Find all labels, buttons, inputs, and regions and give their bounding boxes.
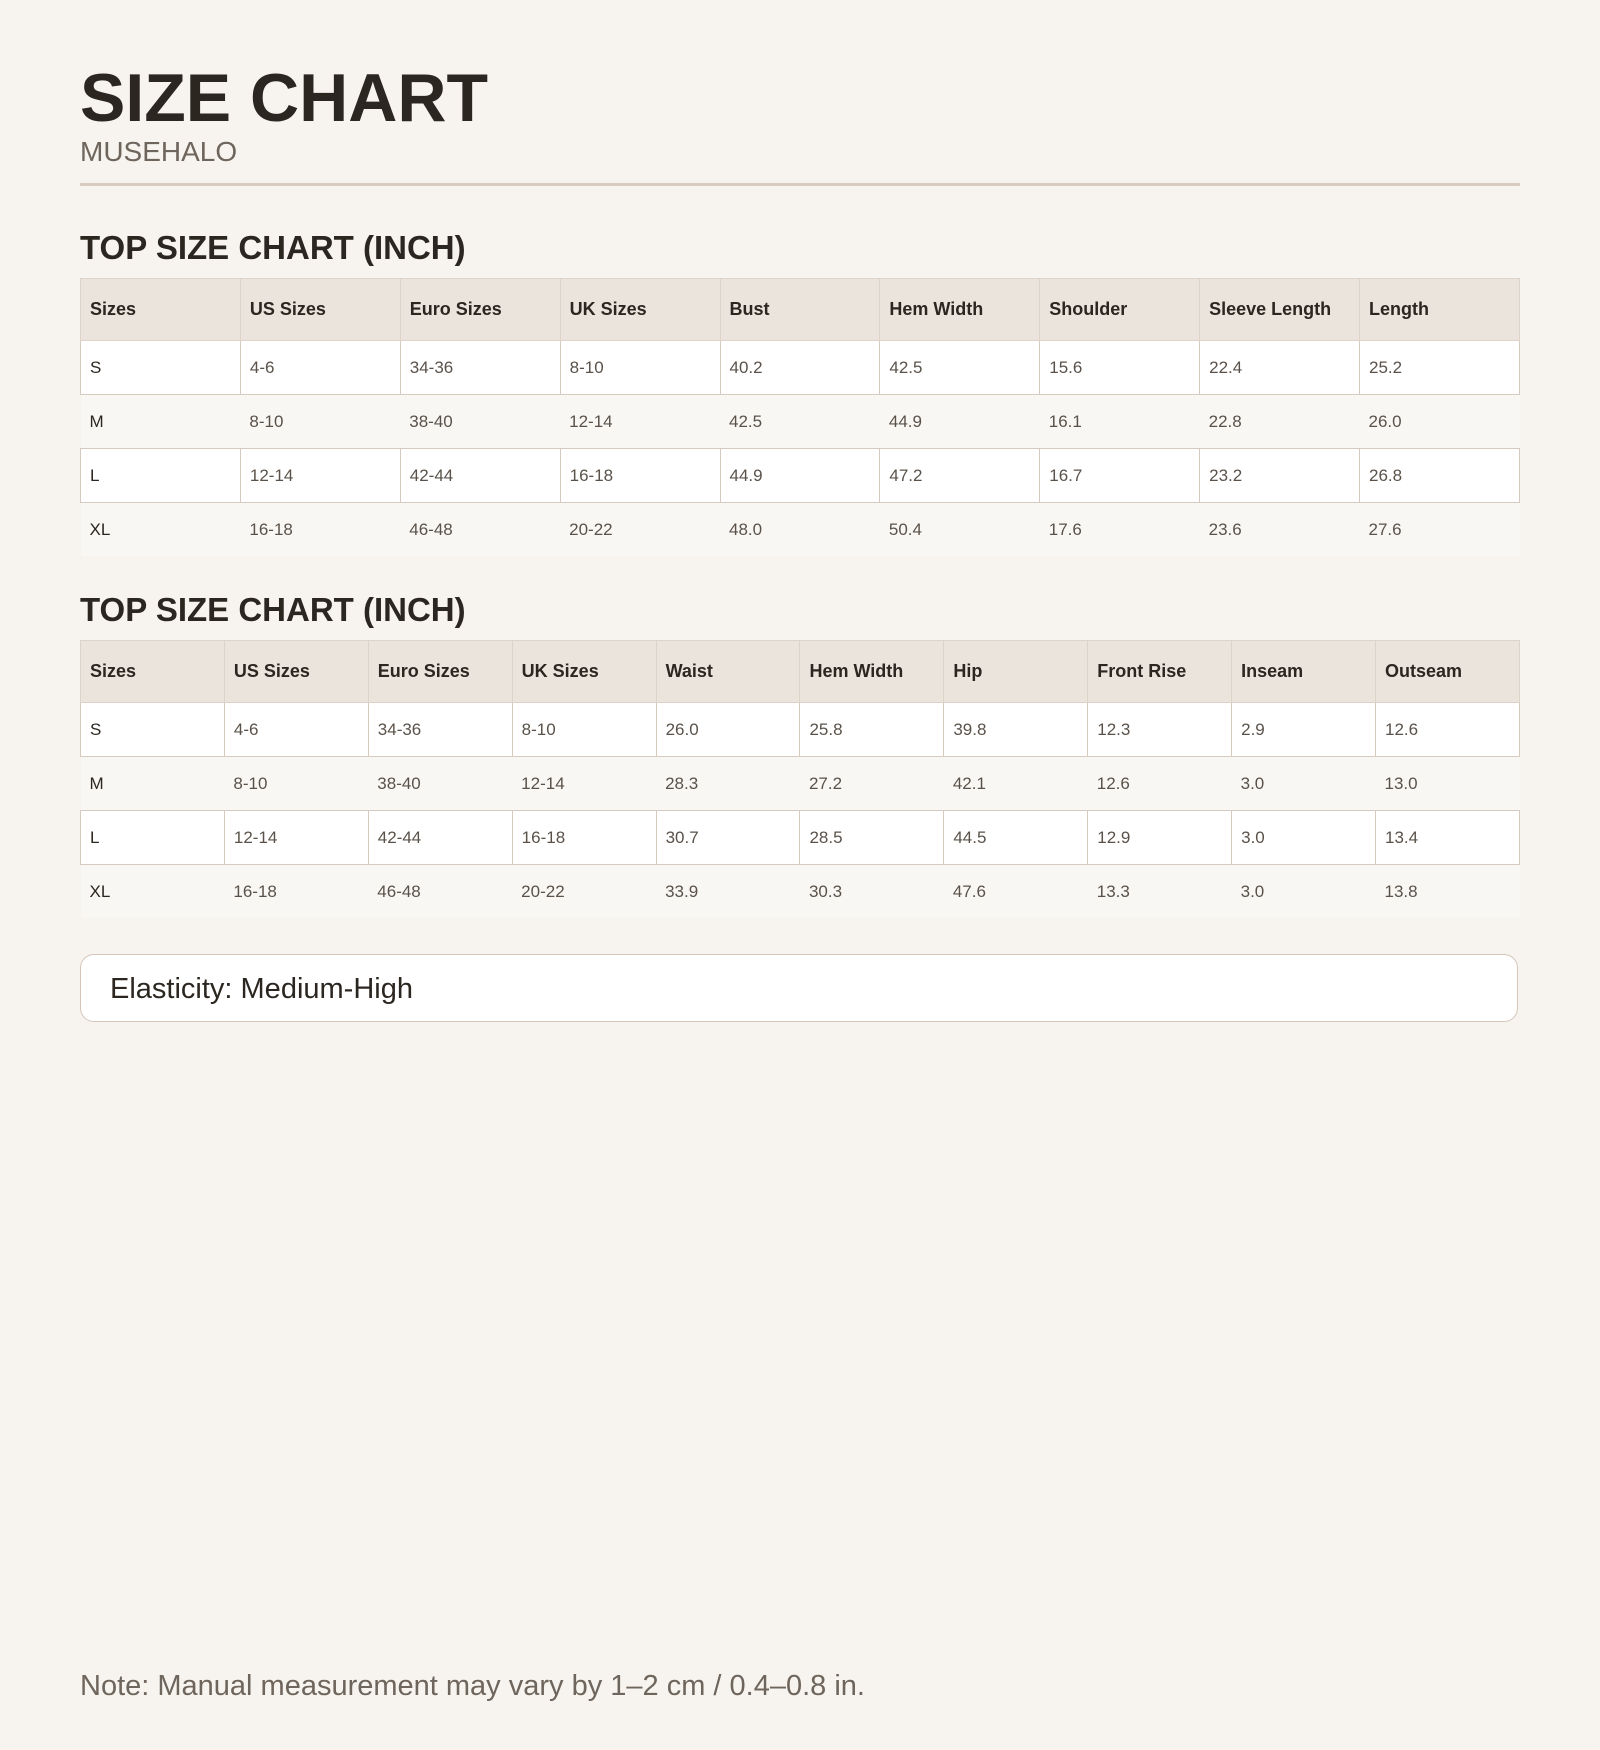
table-cell: 44.5	[944, 811, 1088, 865]
table-cell: 25.2	[1360, 341, 1520, 395]
table-cell: L	[81, 811, 225, 865]
table-cell: 12.6	[1088, 757, 1232, 811]
table-cell: 48.0	[720, 503, 880, 557]
measurement-note: Note: Manual measurement may vary by 1–2 cm / 0.4–0.8 in.	[80, 1670, 865, 1702]
table-cell: 12-14	[240, 449, 400, 503]
column-header: Bust	[720, 279, 880, 341]
column-header: Hem Width	[880, 279, 1040, 341]
table-cell: 42.5	[720, 395, 880, 449]
table-cell: 23.2	[1200, 449, 1360, 503]
table-cell: 38-40	[368, 757, 512, 811]
table-cell: 20-22	[512, 865, 656, 919]
table-cell: 30.7	[656, 811, 800, 865]
table-cell: 26.0	[1360, 395, 1520, 449]
table-cell: 16-18	[224, 865, 368, 919]
table-cell: 34-36	[368, 703, 512, 757]
table-cell: XL	[81, 503, 241, 557]
table-cell: 4-6	[240, 341, 400, 395]
column-header: UK Sizes	[512, 641, 656, 703]
table-header-row	[81, 641, 1520, 703]
table-cell: 13.3	[1088, 865, 1232, 919]
bottom-size-table	[80, 640, 1520, 918]
table-cell: 8-10	[560, 341, 720, 395]
table-row	[81, 811, 1520, 865]
table-cell: 42.5	[880, 341, 1040, 395]
table-cell: 16-18	[560, 449, 720, 503]
column-header: Waist	[656, 641, 800, 703]
table-cell: 13.8	[1376, 865, 1520, 919]
table-cell: 17.6	[1040, 503, 1200, 557]
table-cell: 27.6	[1360, 503, 1520, 557]
table-cell: 25.8	[800, 703, 944, 757]
table-cell: 20-22	[560, 503, 720, 557]
table-row	[81, 703, 1520, 757]
table-cell: 16.1	[1040, 395, 1200, 449]
table-cell: 12.6	[1376, 703, 1520, 757]
table-row	[81, 449, 1520, 503]
column-header: US Sizes	[240, 279, 400, 341]
bottom-table-title: TOP SIZE CHART (INCH)	[80, 591, 466, 628]
column-header: Euro Sizes	[400, 279, 560, 341]
table-cell: L	[81, 449, 241, 503]
table-cell: 13.4	[1376, 811, 1520, 865]
table-cell: 26.8	[1360, 449, 1520, 503]
table-cell: 42-44	[400, 449, 560, 503]
table-cell: M	[81, 395, 241, 449]
table-cell: 44.9	[720, 449, 880, 503]
column-header: Shoulder	[1040, 279, 1200, 341]
table-row	[81, 757, 1520, 811]
table-cell: 28.5	[800, 811, 944, 865]
table-cell: 22.4	[1200, 341, 1360, 395]
table-cell: S	[81, 703, 225, 757]
table-cell: 3.0	[1232, 811, 1376, 865]
table-cell: 42-44	[368, 811, 512, 865]
table-cell: 12-14	[560, 395, 720, 449]
elasticity-box	[80, 954, 1518, 1022]
table-cell: 46-48	[368, 865, 512, 919]
column-header: Hem Width	[800, 641, 944, 703]
table-cell: 12-14	[512, 757, 656, 811]
elasticity-label: Elasticity: Medium-High	[110, 973, 413, 1005]
table-cell: 46-48	[400, 503, 560, 557]
table-cell: 47.2	[880, 449, 1040, 503]
table-cell: 38-40	[400, 395, 560, 449]
table-cell: 12.3	[1088, 703, 1232, 757]
column-header: Front Rise	[1088, 641, 1232, 703]
table-cell: 12.9	[1088, 811, 1232, 865]
table-cell: 2.9	[1232, 703, 1376, 757]
page-title: SIZE CHART	[80, 60, 488, 136]
table-cell: 3.0	[1232, 757, 1376, 811]
column-header: US Sizes	[224, 641, 368, 703]
table-row	[81, 865, 1520, 919]
table-cell: 16-18	[512, 811, 656, 865]
table-cell: 23.6	[1200, 503, 1360, 557]
table-cell: 8-10	[240, 395, 400, 449]
table-cell: 15.6	[1040, 341, 1200, 395]
column-header: Inseam	[1232, 641, 1376, 703]
header-divider	[80, 183, 1520, 186]
table-cell: 50.4	[880, 503, 1040, 557]
table-cell: 8-10	[224, 757, 368, 811]
table-cell: 16.7	[1040, 449, 1200, 503]
column-header: Hip	[944, 641, 1088, 703]
table-cell: 4-6	[224, 703, 368, 757]
column-header: UK Sizes	[560, 279, 720, 341]
table-cell: 8-10	[512, 703, 656, 757]
column-header: Outseam	[1376, 641, 1520, 703]
table-cell: 30.3	[800, 865, 944, 919]
table-cell: 12-14	[224, 811, 368, 865]
table-cell: 3.0	[1232, 865, 1376, 919]
column-header: Length	[1360, 279, 1520, 341]
table-cell: XL	[81, 865, 225, 919]
table-cell: 16-18	[240, 503, 400, 557]
table-cell: 13.0	[1376, 757, 1520, 811]
table-row	[81, 395, 1520, 449]
top-size-table	[80, 278, 1520, 556]
table-cell: 39.8	[944, 703, 1088, 757]
table-cell: 40.2	[720, 341, 880, 395]
table-cell: 28.3	[656, 757, 800, 811]
table-row	[81, 503, 1520, 557]
table-cell: 34-36	[400, 341, 560, 395]
table-cell: 22.8	[1200, 395, 1360, 449]
table-header-row	[81, 279, 1520, 341]
table-cell: M	[81, 757, 225, 811]
column-header: Sizes	[81, 641, 225, 703]
table-cell: 44.9	[880, 395, 1040, 449]
column-header: Euro Sizes	[368, 641, 512, 703]
brand-name: MUSEHALO	[80, 136, 238, 167]
column-header: Sleeve Length	[1200, 279, 1360, 341]
table-cell: S	[81, 341, 241, 395]
table-cell: 33.9	[656, 865, 800, 919]
table-row	[81, 341, 1520, 395]
table-cell: 27.2	[800, 757, 944, 811]
table-cell: 42.1	[944, 757, 1088, 811]
table-cell: 47.6	[944, 865, 1088, 919]
table-cell: 26.0	[656, 703, 800, 757]
column-header: Sizes	[81, 279, 241, 341]
top-table-title: TOP SIZE CHART (INCH)	[80, 229, 466, 266]
